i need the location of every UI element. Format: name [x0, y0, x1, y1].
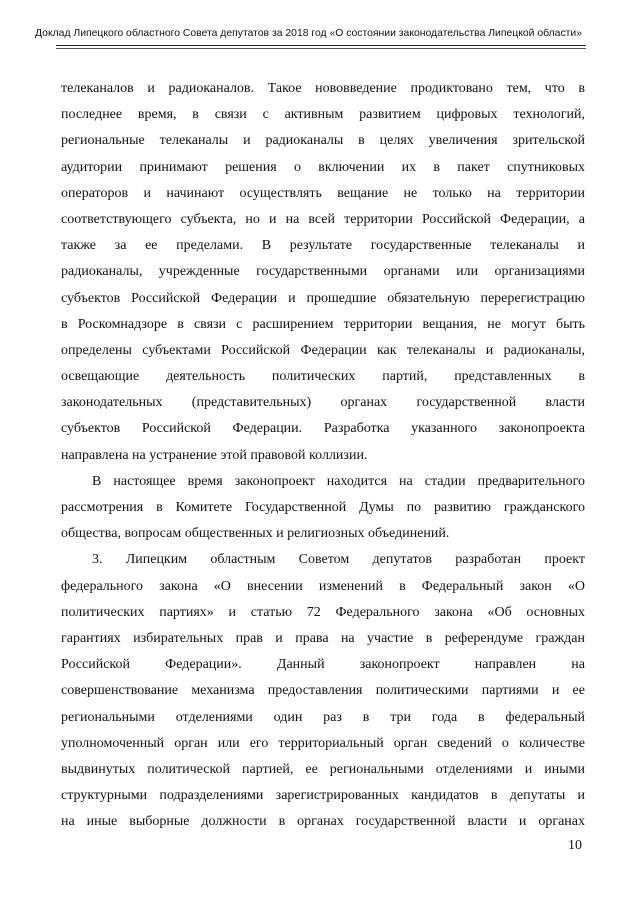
text-line-paragraph-start: 3. Липецким областным Советом депутатов разработан проект — [92, 552, 585, 568]
text-line: совершенствование механизма предоставления политическими партиями и ее — [61, 683, 585, 699]
text-line: телеканалов и радиоканалов. Такое нововведение продиктовано тем, что в — [61, 81, 585, 96]
text-line: рассмотрения в Комитете Государственной Думы по развитию гражданского — [61, 500, 585, 515]
text-line: аудитории принимают решения о включении их в пакет спутниковых — [61, 159, 585, 175]
text-line: уполномоченный орган или его территориальный орган сведений о количестве — [61, 735, 585, 751]
header-rule-secondary — [56, 48, 586, 49]
body-text — [61, 76, 585, 835]
text-line-paragraph-start: В настоящее время законопроект находится на стадии предварительного — [92, 473, 585, 489]
text-line: соответствующего субъекта, но и на всей территории Российской Федерации, а — [61, 211, 585, 227]
running-header: Доклад Липецкого областного Совета депутатов за 2018 год «О состоянии законодательства Липецкой области» — [35, 28, 582, 39]
text-line: Российской Федерации». Данный законопроект направлен на — [61, 657, 585, 673]
text-line: в Роскомнадзоре в связи с расширением территории вещания, не могут быть — [61, 316, 585, 332]
text-line: субъектов Российской Федерации. Разработка указанного законопроекта — [61, 421, 585, 437]
text-line: выдвинутых политической партией, ее региональными отделениями и иными — [61, 761, 585, 777]
text-line: структурными подразделениями зарегистрированных кандидатов в депутаты и — [61, 788, 585, 804]
text-line: субъектов Российской Федерации и прошедшие обязательную перерегистрацию — [61, 290, 585, 306]
text-line: на иные выборные должности в органах государственной власти и органах — [61, 814, 585, 830]
text-line-paragraph-end: общества, вопросам общественных и религиозных объединений. — [61, 526, 450, 542]
text-line-paragraph-end: направлена на устранение этой правовой коллизии. — [61, 447, 368, 463]
text-line: региональными отделениями один раз в три года в федеральный — [61, 709, 585, 725]
text-line: освещающие деятельность политических партий, представленных в — [61, 369, 585, 385]
text-line: гарантиях избирательных прав и права на участие в референдуме граждан — [61, 630, 585, 646]
text-line: операторов и начинают осуществлять вещание не только на территории — [61, 185, 585, 201]
text-line: радиоканалы, учрежденные государственными органами или организациями — [61, 264, 585, 280]
header-rule — [56, 45, 586, 46]
text-line: законодательных (представительных) органах государственной власти — [61, 395, 585, 411]
text-line: федерального закона «О внесении изменений в Федеральный закон «О — [61, 578, 585, 594]
text-line: последнее время, в связи с активным развитием цифровых технологий, — [61, 107, 585, 123]
text-line: политических партиях» и статью 72 Федерального закона «Об основных — [61, 604, 585, 620]
text-line: региональные телеканалы и радиоканалы в целях увеличения зрительской — [61, 133, 585, 149]
text-line: также за ее пределами. В результате государственные телеканалы и — [61, 238, 585, 254]
page-number: 10 — [568, 838, 582, 853]
text-line: определены субъектами Российской Федерации как телеканалы и радиоканалы, — [61, 342, 585, 358]
